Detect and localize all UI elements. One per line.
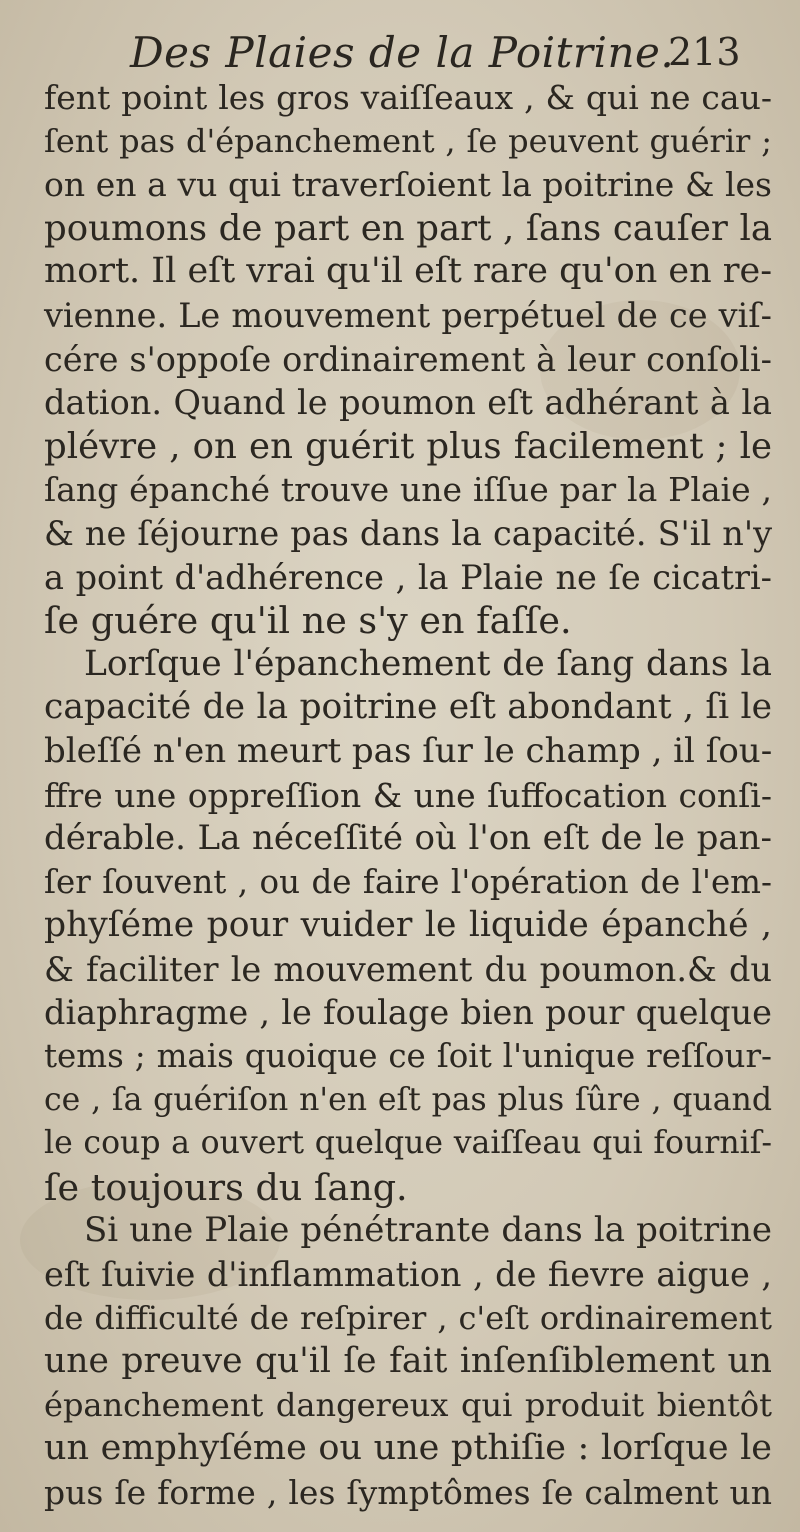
text-line: Si une Plaie pénétrante dans la poitrine — [84, 1210, 772, 1251]
text-line: cére s'oppoſe ordinairement à leur conſoli- — [44, 339, 772, 379]
text-line: une preuve qu'il ſe fait inſenſiblement un — [44, 1341, 772, 1382]
body-text — [44, 76, 772, 1515]
paragraph — [44, 1209, 772, 1514]
text-line: & faciliter le mouvement du poumon.& du — [44, 949, 772, 989]
text-line: & ne ſéjourne pas dans la capacité. S'il n'y — [44, 513, 772, 553]
text-line: épanchement dangereux qui produit bientôt — [44, 1385, 772, 1424]
text-line: ſang épanché trouve une iſſue par la Plaie , — [44, 470, 772, 510]
paragraph — [44, 76, 772, 643]
text-line: diaphragme , le foulage bien pour quelque — [44, 993, 772, 1033]
text-line: vienne. Le mouvement perpétuel de ce viſ- — [44, 295, 772, 335]
text-line: dérable. La néceſſité où l'on eſt de le pan- — [44, 818, 772, 859]
text-line: ſer ſouvent , ou de faire l'opération de l'em- — [44, 862, 772, 901]
text-line: pus ſe forme , les ſymptômes ſe calment un — [44, 1473, 772, 1512]
text-line: eſt ſuivie d'inflammation , de fievre aigue , — [44, 1255, 772, 1295]
text-line: capacité de la poitrine eſt abondant , ſi le — [44, 687, 772, 728]
text-line: ſe toujours du ſang. — [44, 1165, 408, 1209]
page-number: 213 — [668, 30, 741, 74]
text-line: le coup a ouvert quelque vaiſſeau qui fourniſ- — [44, 1125, 772, 1162]
text-line: ffre une oppreſſion & une ſuffocation conſi- — [44, 775, 772, 815]
text-line: phyſéme pour vuider le liquide épanché , — [44, 905, 772, 946]
text-line: a point d'adhérence , la Plaie ne ſe cicatri- — [44, 557, 772, 597]
running-title: Des Plaies de la Poitrine. — [130, 28, 675, 77]
text-line: ce , ſa guériſon n'en eſt pas plus ſûre , quand — [44, 1081, 772, 1118]
text-line: ſe guére qu'il ne s'y en faſſe. — [44, 599, 572, 643]
text-line: poumons de part en part , ſans cauſer la — [44, 207, 772, 249]
text-line: mort. Il eſt vrai qu'il eſt rare qu'on en re- — [44, 251, 773, 292]
text-line: dation. Quand le poumon eſt adhérant à la — [44, 383, 772, 423]
text-line: tems ; mais quoique ce ſoit l'unique reſſour- — [44, 1037, 772, 1076]
text-line: Lorſque l'épanchement de ſang dans la — [84, 643, 772, 684]
text-line: ſent pas d'épanchement , ſe peuvent guérir ; — [44, 121, 772, 160]
text-line: de difficulté de reſpirer , c'eſt ordinairement — [44, 1298, 772, 1337]
paragraph — [44, 643, 772, 1210]
text-line: fent point les gros vaiſſeaux , & qui ne cau- — [44, 78, 772, 117]
text-line: on en a vu qui traverſoient la poitrine & les — [44, 165, 772, 205]
text-line: plévre , on en guérit plus facilement ; le — [44, 425, 772, 467]
text-line: un emphyſéme ou une pthiſie : lorſque le — [44, 1428, 772, 1469]
text-line: bleſſé n'en meurt pas ſur le champ , il ſou- — [44, 730, 773, 771]
